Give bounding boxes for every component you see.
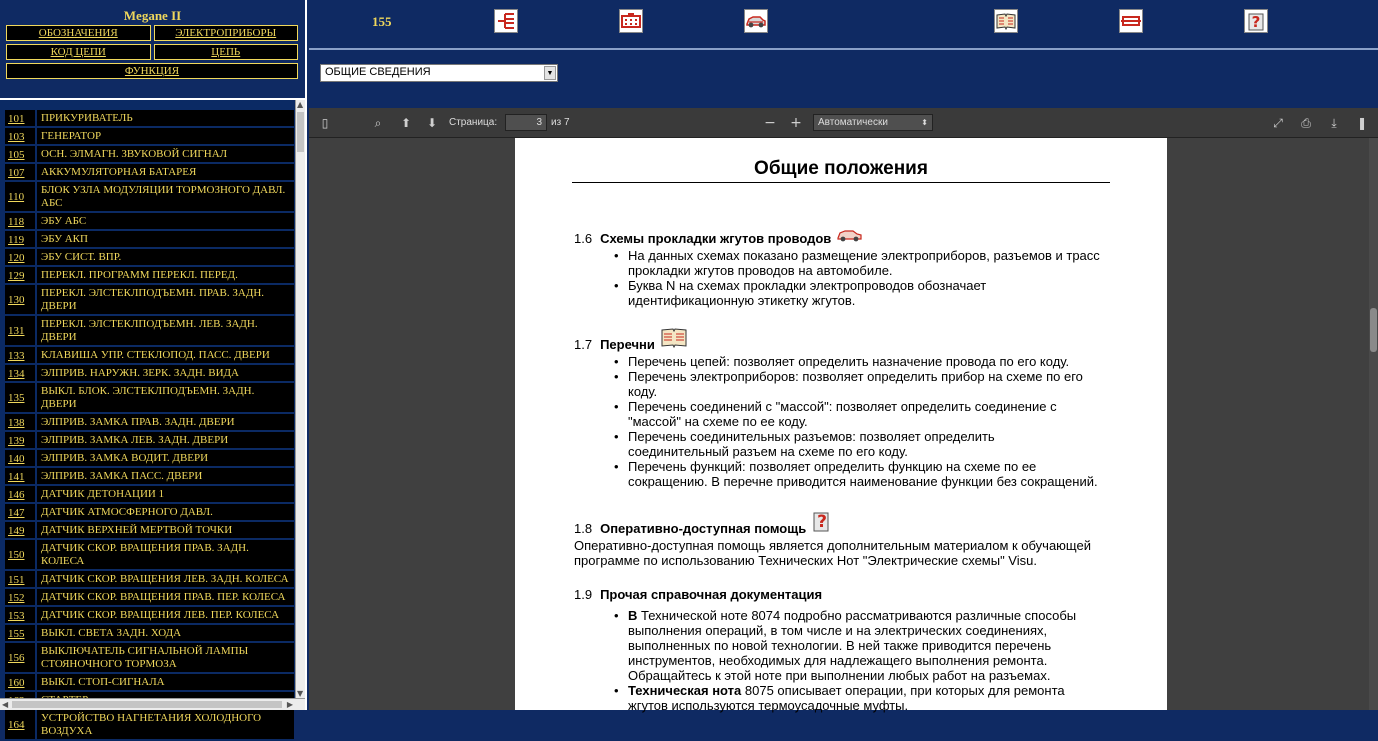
section-1-8-text: Оперативно-доступная помощь является дополнительным материалом к обучающей программе по использованию Технических Нот "Электрические схемы" Visu.	[574, 538, 1091, 568]
chevron-updown-icon: ⬍	[921, 118, 928, 127]
section-1-7	[574, 324, 1114, 489]
component-number-link[interactable]: 164	[5, 710, 37, 739]
app-title: Megane II	[123, 8, 182, 23]
component-name: ОСН. ЭЛМАГН. ЗВУКОВОЙ СИГНАЛ	[37, 146, 294, 162]
scroll-down-arrow-icon[interactable]: ▼	[297, 689, 304, 698]
list-item-bold: Техническая нота	[628, 683, 742, 698]
list-item[interactable]	[5, 710, 294, 741]
list-item[interactable]	[5, 504, 294, 522]
list-item[interactable]	[5, 164, 294, 182]
list-item	[614, 683, 1084, 713]
component-name: ЭЛПРИВ. ЗАМКА ВОДИТ. ДВЕРИ	[37, 450, 294, 466]
component-number-link[interactable]: 152	[5, 589, 37, 605]
svg-text:?: ?	[817, 512, 828, 532]
list-item[interactable]	[5, 128, 294, 146]
top-toolbar	[309, 0, 1378, 50]
list-item[interactable]	[5, 522, 294, 540]
svg-text:?: ?	[1251, 13, 1261, 31]
component-number-link[interactable]: 155	[5, 625, 37, 641]
list-item[interactable]	[5, 213, 294, 231]
fullscreen-icon[interactable]: ⤢	[1273, 116, 1283, 130]
list-item: • Перечень соединительных разъемов: позволяет определить соединительный разъем на схеме по его коду.	[614, 429, 1044, 459]
list-item[interactable]	[5, 571, 294, 589]
component-number-link[interactable]: 129	[5, 267, 37, 283]
bookmark-icon[interactable]: ❚	[1356, 116, 1368, 130]
pdf-scroll-thumb[interactable]	[1370, 308, 1377, 352]
right-panel	[309, 0, 1378, 713]
pdf-viewer	[309, 108, 1378, 713]
component-name: ПЕРЕКЛ. ПРОГРАММ ПЕРЕКЛ. ПЕРЕД.	[37, 267, 294, 283]
scroll-up-arrow-icon[interactable]: ▲	[297, 100, 304, 109]
section-heading: Оперативно-доступная помощь	[600, 521, 807, 536]
previous-page-icon[interactable]: ⬆	[400, 116, 412, 130]
nav-devices-button[interactable]: ЭЛЕКТРОПРИБОРЫ	[154, 25, 299, 41]
section-select-value: ОБЩИЕ СВЕДЕНИЯ	[325, 66, 431, 78]
component-number-link[interactable]: 133	[5, 347, 37, 363]
next-page-icon[interactable]: ⬇	[426, 116, 438, 130]
component-number-link[interactable]: 141	[5, 468, 37, 484]
component-number-link[interactable]: 130	[5, 285, 37, 314]
wiring-tree-icon[interactable]	[494, 9, 518, 33]
component-name: ЭЛПРИВ. НАРУЖН. ЗЕРК. ЗАДН. ВИДА	[37, 365, 294, 381]
list-item: • Перечень соединений с "массой": позволяет определить соединение с "массой" на схеме по ее коду.	[614, 399, 1074, 429]
pdf-vertical-scrollbar[interactable]	[1369, 138, 1378, 710]
component-name: БЛОК УЗЛА МОДУЛЯЦИИ ТОРМОЗНОГО ДАВЛ. АБС	[37, 182, 294, 211]
current-page-number: 155	[372, 14, 392, 29]
component-number-link[interactable]: 110	[5, 182, 37, 211]
component-name: АККУМУЛЯТОРНАЯ БАТАРЕЯ	[37, 164, 294, 180]
section-select[interactable]	[320, 64, 558, 82]
search-icon[interactable]: ⌕	[374, 116, 382, 130]
component-number-link[interactable]: 131	[5, 316, 37, 345]
section-number: 1.7	[574, 337, 593, 352]
nav-function-button[interactable]: ФУНКЦИЯ	[6, 63, 298, 79]
list-item: • Перечень функций: позволяет определить функцию на схеме по ее сокращению. В перечне приводится наименование функции без сокращений.	[614, 459, 1114, 489]
component-number-link[interactable]: 153	[5, 607, 37, 623]
list-item[interactable]	[5, 607, 294, 625]
component-number-link[interactable]: 156	[5, 643, 37, 672]
car-icon	[837, 227, 863, 246]
section-1-9	[574, 582, 1084, 713]
component-name: ВЫКЛ. СВЕТА ЗАДН. ХОДА	[37, 625, 294, 641]
list-scroll-thumb[interactable]	[297, 112, 304, 152]
component-number-link[interactable]: 101	[5, 110, 37, 126]
component-number-link[interactable]: 149	[5, 522, 37, 538]
section-1-6-list	[614, 248, 1114, 308]
document-title: Общие положения	[754, 158, 928, 179]
harness-icon[interactable]	[1119, 9, 1143, 33]
chevron-down-icon[interactable]: ▼	[544, 66, 556, 80]
list-item[interactable]	[5, 674, 294, 692]
list-item[interactable]	[5, 365, 294, 383]
section-heading: Схемы прокладки жгутов проводов	[600, 231, 832, 246]
print-icon[interactable]: ⎙	[1301, 116, 1311, 130]
component-name: ВЫКЛ. СТОП-СИГНАЛА	[37, 674, 294, 690]
component-number-link[interactable]: 146	[5, 486, 37, 502]
sidebar-toggle-icon[interactable]: ▯	[321, 116, 329, 130]
list-item[interactable]	[5, 589, 294, 607]
help-icon	[812, 509, 832, 536]
section-1-9-list	[614, 608, 1084, 713]
help-icon[interactable]	[1244, 9, 1268, 33]
component-name: ДАТЧИК АТМОСФЕРНОГО ДАВЛ.	[37, 504, 294, 520]
list-horizontal-scrollbar[interactable]	[0, 698, 305, 710]
list-item[interactable]	[5, 468, 294, 486]
component-name: ЭЛПРИВ. ЗАМКА ПРАВ. ЗАДН. ДВЕРИ	[37, 414, 294, 430]
section-1-8	[574, 508, 1115, 568]
section-number: 1.8	[574, 521, 593, 536]
pdf-toolbar	[309, 108, 1378, 138]
list-item[interactable]	[5, 231, 294, 249]
component-name: ДАТЧИК СКОР. ВРАЩЕНИЯ ЛЕВ. ЗАДН. КОЛЕСА	[37, 571, 294, 587]
list-item	[614, 608, 1084, 683]
section-number: 1.9	[574, 587, 593, 602]
component-name: УСТРОЙСТВО НАГНЕТАНИЯ ХОЛОДНОГО ВОЗДУХА	[37, 710, 294, 739]
scroll-left-arrow-icon[interactable]: ◀	[2, 700, 9, 709]
page-label: Страница:	[449, 117, 498, 128]
list-item[interactable]	[5, 249, 294, 267]
component-list	[5, 110, 294, 737]
book-icon	[661, 327, 687, 352]
connector-icon[interactable]	[619, 9, 643, 33]
section-select-bar	[309, 52, 1378, 108]
component-number-link[interactable]: 160	[5, 674, 37, 690]
list-item[interactable]	[5, 450, 294, 468]
nav-circuit-button[interactable]: ЦЕПЬ	[154, 44, 299, 60]
component-name: ЭБУ СИСТ. ВПР.	[37, 249, 294, 265]
nav-designations-button[interactable]: ОБОЗНАЧЕНИЯ	[6, 25, 151, 41]
list-item: • Перечень цепей: позволяет определить назначение провода по его коду.	[614, 354, 1114, 369]
list-item[interactable]	[5, 267, 294, 285]
download-icon[interactable]: ⤓	[1331, 116, 1337, 130]
component-name: ВЫКЛЮЧАТЕЛЬ СИГНАЛЬНОЙ ЛАМПЫ СТОЯНОЧНОГО ТОРМОЗА	[37, 643, 294, 672]
component-number-link[interactable]: 119	[5, 231, 37, 247]
component-list-panel	[0, 100, 305, 737]
scroll-right-arrow-icon[interactable]: ▶	[286, 700, 293, 709]
zoom-out-icon[interactable]: −	[764, 115, 776, 131]
component-number-link[interactable]: 120	[5, 249, 37, 265]
book-icon[interactable]	[994, 9, 1018, 33]
list-item[interactable]	[5, 540, 294, 571]
component-name: ЭЛПРИВ. ЗАМКА ПАСС. ДВЕРИ	[37, 468, 294, 484]
page-number-input[interactable]: 3	[505, 114, 547, 131]
component-name: ЭБУ АКП	[37, 231, 294, 247]
component-name: ГЕНЕРАТОР	[37, 128, 294, 144]
component-name: ДАТЧИК СКОР. ВРАЩЕНИЯ ПРАВ. ЗАДН. КОЛЕСА	[37, 540, 294, 569]
list-item[interactable]	[5, 486, 294, 504]
component-number-link[interactable]: 139	[5, 432, 37, 448]
list-vertical-scrollbar[interactable]	[295, 100, 305, 698]
component-name: ДАТЧИК СКОР. ВРАЩЕНИЯ ПРАВ. ПЕР. КОЛЕСА	[37, 589, 294, 605]
list-item[interactable]	[5, 414, 294, 432]
list-item[interactable]	[5, 347, 294, 365]
title-divider	[572, 182, 1110, 183]
component-number-link[interactable]: 118	[5, 213, 37, 229]
component-name: ПЕРЕКЛ. ЭЛСТЕКЛПОДЪЕМН. ПРАВ. ЗАДН. ДВЕРИ	[37, 285, 294, 314]
zoom-select[interactable]	[813, 114, 933, 131]
component-number-link[interactable]: 135	[5, 383, 37, 412]
navigation-header	[0, 0, 305, 100]
left-panel	[0, 0, 307, 737]
nav-grid	[6, 25, 298, 82]
section-1-7-list	[614, 354, 1114, 489]
section-number: 1.6	[574, 231, 593, 246]
component-number-link[interactable]: 107	[5, 164, 37, 180]
component-number-link[interactable]: 134	[5, 365, 37, 381]
page-total: из 7	[551, 117, 570, 128]
car-icon[interactable]	[744, 9, 768, 33]
section-1-6	[574, 226, 1114, 308]
list-item-bold: В	[628, 608, 638, 623]
component-number-link[interactable]: 140	[5, 450, 37, 466]
list-item[interactable]	[5, 182, 294, 213]
list-item: • На данных схемах показано размещение электроприборов, разъемов и трасс прокладки жгутов проводов на автомобиле.	[614, 248, 1114, 278]
list-item[interactable]	[5, 383, 294, 414]
document-page	[515, 138, 1167, 713]
zoom-in-icon[interactable]: +	[790, 115, 802, 131]
list-item[interactable]	[5, 146, 294, 164]
component-number-link[interactable]: 151	[5, 571, 37, 587]
list-item[interactable]	[5, 110, 294, 128]
component-number-link[interactable]: 150	[5, 540, 37, 569]
list-item[interactable]	[5, 432, 294, 450]
component-name: ЭЛПРИВ. ЗАМКА ЛЕВ. ЗАДН. ДВЕРИ	[37, 432, 294, 448]
nav-circuit-code-button[interactable]: КОД ЦЕПИ	[6, 44, 151, 60]
component-name: ДАТЧИК СКОР. ВРАЩЕНИЯ ЛЕВ. ПЕР. КОЛЕСА	[37, 607, 294, 623]
zoom-select-value: Автоматически	[818, 117, 888, 128]
list-item[interactable]	[5, 285, 294, 316]
section-heading: Перечни	[600, 337, 655, 352]
component-name: ВЫКЛ. БЛОК. ЭЛСТЕКЛПОДЪЕМН. ЗАДН. ДВЕРИ	[37, 383, 294, 412]
component-name: ДАТЧИК ДЕТОНАЦИИ 1	[37, 486, 294, 502]
component-number-link[interactable]: 138	[5, 414, 37, 430]
list-item: • Буква N на схемах прокладки электропроводов обозначает идентификационную этикетку жгутов.	[614, 278, 1074, 308]
component-name: КЛАВИША УПР. СТЕКЛОПОД. ПАСС. ДВЕРИ	[37, 347, 294, 363]
list-item[interactable]	[5, 316, 294, 347]
list-item-text: Технической ноте 8074 подробно рассматриваются различные способы выполнения операций, в том числе и на электрических соединениях, выполненных по новой технологии. В ней также приводится перечень инструментов, необходимых для надлежащего выполнения ремонта. Обращайтесь к этой ноте при выполнении любых работ на разъемах.	[628, 608, 1077, 683]
component-number-link[interactable]: 147	[5, 504, 37, 520]
component-name: ЭБУ АБС	[37, 213, 294, 229]
list-hscroll-thumb[interactable]	[12, 701, 282, 708]
component-number-link[interactable]: 103	[5, 128, 37, 144]
list-item[interactable]	[5, 625, 294, 643]
list-item: • Перечень электроприборов: позволяет определить прибор на схеме по его коду.	[614, 369, 1104, 399]
component-name: ПРИКУРИВАТЕЛЬ	[37, 110, 294, 126]
component-number-link[interactable]: 105	[5, 146, 37, 162]
list-item-text: 8075 описывает операции, при которых для ремонта жгутов используются термоусадочные муфты.	[628, 683, 1065, 713]
list-item[interactable]	[5, 643, 294, 674]
section-heading: Прочая справочная документация	[600, 587, 823, 602]
component-name: ДАТЧИК ВЕРХНЕЙ МЕРТВОЙ ТОЧКИ	[37, 522, 294, 538]
component-name: ПЕРЕКЛ. ЭЛСТЕКЛПОДЪЕМН. ЛЕВ. ЗАДН. ДВЕРИ	[37, 316, 294, 345]
